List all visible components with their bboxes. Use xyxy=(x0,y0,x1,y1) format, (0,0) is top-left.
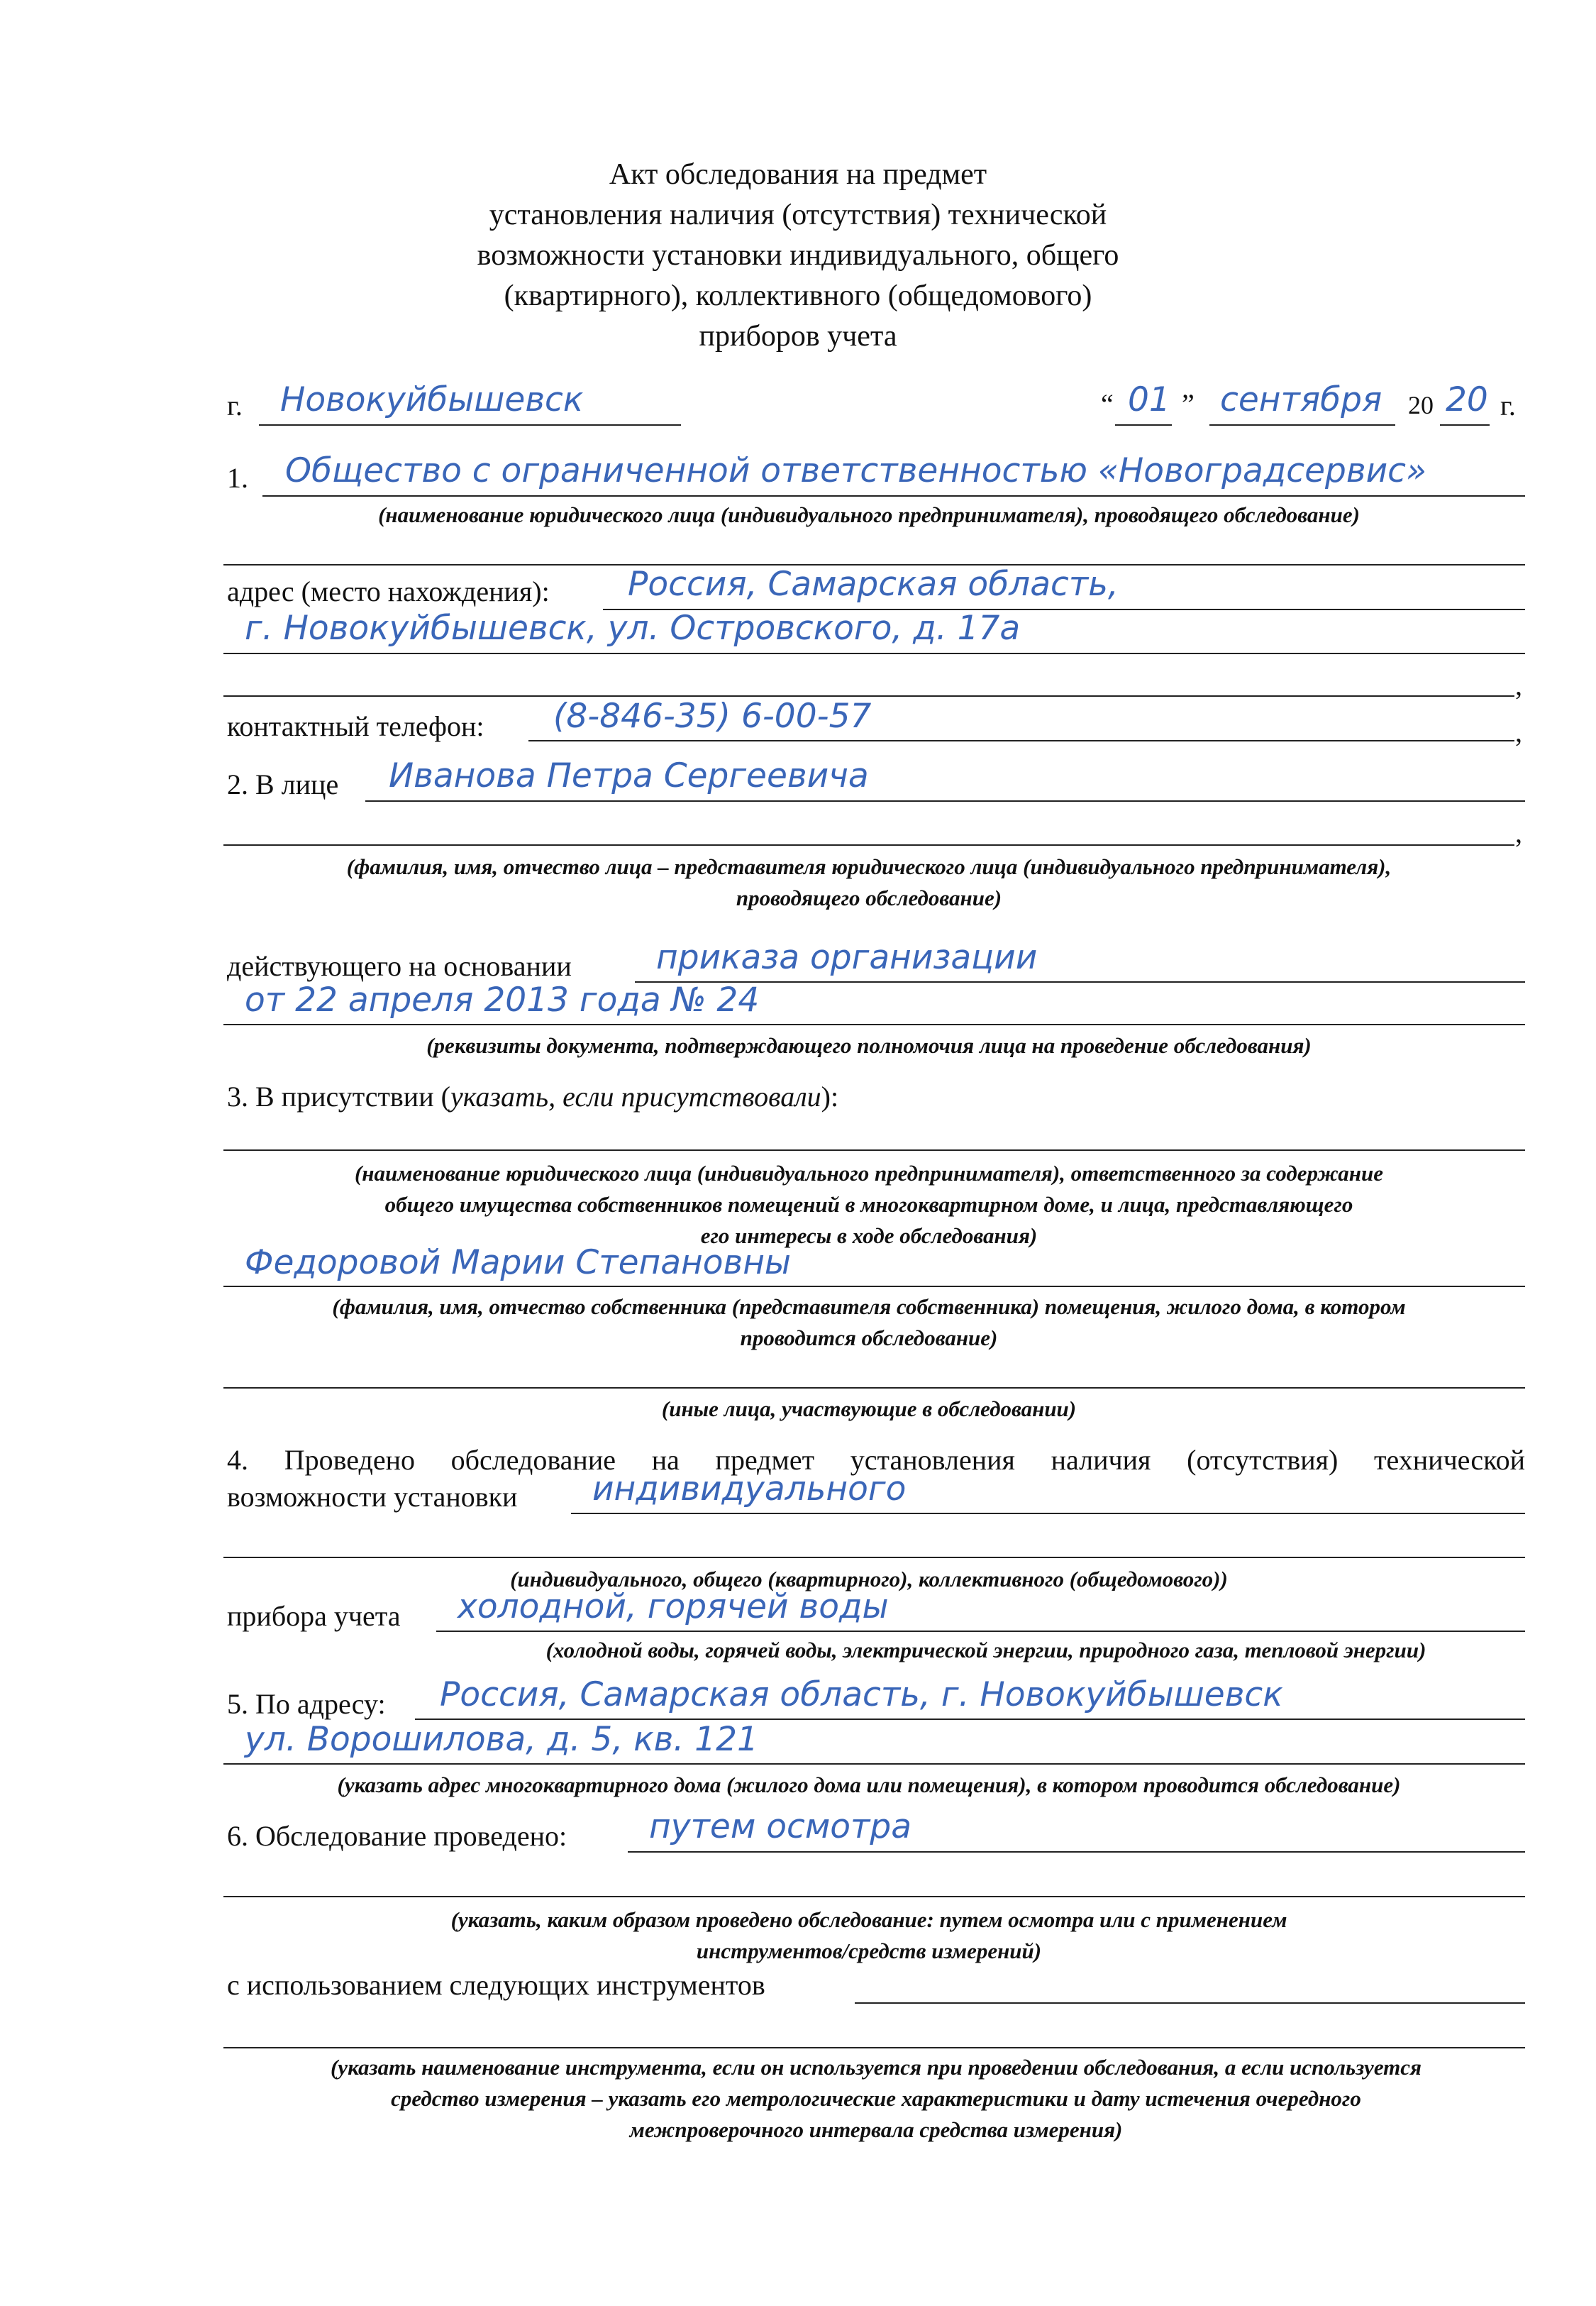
city-underline xyxy=(259,424,681,426)
representative-name-field[interactable]: Иванова Петра Сергеевича xyxy=(389,756,869,795)
phone-underline xyxy=(528,740,1514,741)
install-type-underline xyxy=(571,1513,1525,1514)
other-persons-underline xyxy=(223,1387,1525,1389)
install-type-caption: (индивидуального, общего (квартирного), коллективного (общедомового)) xyxy=(510,1567,1228,1591)
meter-type-field[interactable]: холодной, горячей воды xyxy=(458,1587,889,1626)
date-day-field[interactable]: 01 xyxy=(1128,380,1170,419)
caption-line: (указать наименование инструмента, если он используется при проведении обследования, а если используется xyxy=(330,2055,1422,2080)
basis-underline xyxy=(635,981,1525,983)
city-prefix: г. xyxy=(227,390,243,421)
blank-line xyxy=(223,2047,1525,2048)
other-persons-caption: (иные лица, участвующие в обследовании) xyxy=(661,1396,1077,1421)
caption-line: проводящего обследование) xyxy=(736,886,1002,910)
address-label: адрес (место нахождения): xyxy=(227,575,550,607)
month-underline xyxy=(1209,424,1395,426)
section3-label-end: ): xyxy=(821,1081,839,1113)
section6-label: 6. Обследование проведено: xyxy=(227,1820,567,1852)
date-close-quote: ” xyxy=(1182,388,1195,420)
section3-label-start: 3. В присутствии ( xyxy=(227,1081,450,1113)
year-prefix: 20 xyxy=(1408,391,1434,419)
caption-line: межпроверочного интервала средства измерения) xyxy=(629,2117,1123,2142)
object-address-caption: (указать адрес многоквартирного дома (жилого дома или помещения), в котором проводится обследование) xyxy=(337,1772,1401,1797)
phone-field[interactable]: (8-846-35) 6-00-57 xyxy=(553,697,872,736)
method-field[interactable]: путем осмотра xyxy=(649,1807,912,1846)
section4-text-line2: возможности установки xyxy=(227,1481,518,1513)
object-address-line2-field[interactable]: ул. Ворошилова, д. 5, кв. 121 xyxy=(245,1720,758,1759)
organization-field[interactable]: Общество с ограниченной ответственностью «Новоградсервис» xyxy=(285,451,1426,490)
document-title xyxy=(0,155,1596,357)
object-address-line1-field[interactable]: Россия, Самарская область, г. Новокуйбышевск xyxy=(440,1675,1283,1714)
title-line: (квартирного), коллективного (общедомового) xyxy=(504,280,1092,312)
instruments-caption xyxy=(213,2052,1539,2146)
blank-line xyxy=(223,1557,1525,1558)
owner-caption xyxy=(213,1291,1525,1354)
address-line2-underline xyxy=(223,1763,1525,1765)
date-open-quote: “ xyxy=(1101,388,1114,420)
title-line: приборов учета xyxy=(699,320,897,353)
section4-text-line1: 4. Проведено обследование на предмет установления наличия (отсутствия) технической xyxy=(227,1444,1525,1476)
instruments-underline[interactable] xyxy=(855,2002,1525,2004)
section5-label: 5. По адресу: xyxy=(227,1688,386,1720)
comma: , xyxy=(1515,669,1522,701)
address-line1-field[interactable]: Россия, Самарская область, xyxy=(628,565,1119,604)
year-label: г. xyxy=(1500,390,1516,421)
section3-label xyxy=(227,1080,838,1113)
city-field[interactable]: Новокуйбышевск xyxy=(280,380,584,419)
comma: , xyxy=(1515,817,1522,849)
person-underline xyxy=(365,800,1525,802)
caption-line: (наименование юридического лица (индивидуального предпринимателя), ответственного за содержание xyxy=(354,1161,1384,1186)
section3-label-italic: указать, если присутствовали xyxy=(450,1081,821,1113)
basis-line2-underline xyxy=(223,1024,1525,1025)
phone-label: контактный телефон: xyxy=(227,710,484,742)
caption-line: его интересы в ходе обследования) xyxy=(700,1223,1038,1248)
title-line: возможности установки индивидуального, общего xyxy=(477,239,1119,272)
instruments-label: с использованием следующих инструментов xyxy=(227,1969,765,2001)
install-type-field[interactable]: индивидуального xyxy=(592,1469,907,1508)
basis-label: действующего на основании xyxy=(227,950,572,982)
blank-line xyxy=(223,844,1514,846)
caption-line: (фамилия, имя, отчество собственника (представителя собственника) помещения, жилого дома, в котором xyxy=(332,1294,1406,1319)
caption-line: общего имущества собственников помещений в многоквартирном доме, и лица, представляющего xyxy=(384,1192,1353,1217)
caption-line: проводится обследование) xyxy=(740,1325,998,1350)
basis-line1-field[interactable]: приказа организации xyxy=(656,938,1038,977)
comma: , xyxy=(1515,716,1522,748)
address-line2-field[interactable]: г. Новокуйбышевск, ул. Островского, д. 17а xyxy=(245,609,1021,648)
section1-number: 1. xyxy=(227,462,248,494)
date-year-field[interactable]: 20 xyxy=(1446,380,1488,419)
title-line: Акт обследования на предмет xyxy=(609,158,987,191)
title-line: установления наличия (отсутствия) технической xyxy=(489,199,1107,231)
organization-caption: (наименование юридического лица (индивидуального предпринимателя), проводящего обследование) xyxy=(378,502,1360,527)
representative-caption xyxy=(213,851,1525,914)
year-underline xyxy=(1440,424,1490,426)
owner-underline xyxy=(223,1286,1525,1287)
section2-label: 2. В лице xyxy=(227,768,339,800)
blank-line xyxy=(223,1896,1525,1897)
caption-line: средство измерения – указать его метрологические характеристики и дату истечения очередного xyxy=(391,2086,1361,2111)
caption-line: (указать, каким образом проведено обследование: путем осмотра или с применением xyxy=(450,1907,1287,1932)
owner-name-field[interactable]: Федоровой Марии Степановны xyxy=(245,1243,792,1282)
responsible-caption xyxy=(213,1158,1525,1252)
meter-type-underline xyxy=(436,1631,1525,1632)
meter-type-caption: (холодной воды, горячей воды, электрической энергии, природного газа, тепловой энергии) xyxy=(545,1638,1426,1662)
meter-label: прибора учета xyxy=(227,1600,401,1632)
basis-line2-field[interactable]: от 22 апреля 2013 года № 24 xyxy=(245,981,760,1020)
address-line2-underline xyxy=(223,653,1525,654)
day-underline xyxy=(1115,424,1172,426)
blank-line xyxy=(223,1149,1525,1151)
method-underline xyxy=(628,1851,1525,1853)
method-caption xyxy=(213,1904,1525,1967)
caption-line: инструментов/средств измерений) xyxy=(696,1938,1042,1963)
organization-underline xyxy=(262,495,1525,497)
basis-caption: (реквизиты документа, подтверждающего полномочия лица на проведение обследования) xyxy=(426,1033,1312,1058)
date-month-field[interactable]: сентября xyxy=(1220,380,1382,419)
caption-line: (фамилия, имя, отчество лица – представителя юридического лица (индивидуального предпринимателя), xyxy=(346,854,1392,879)
